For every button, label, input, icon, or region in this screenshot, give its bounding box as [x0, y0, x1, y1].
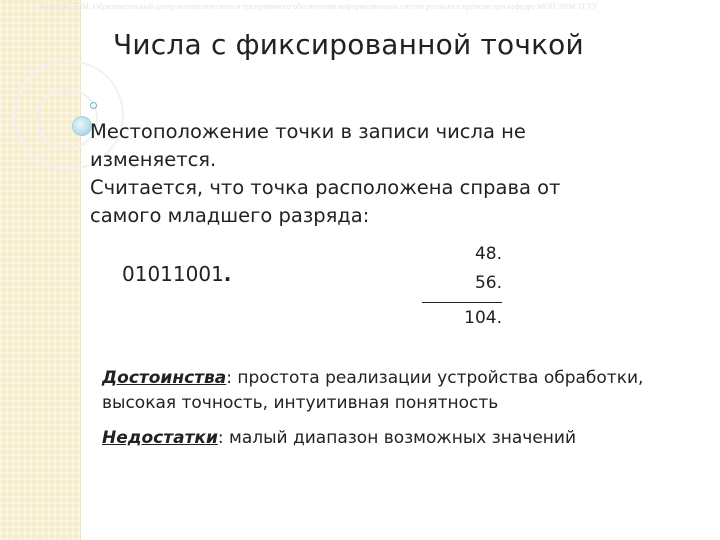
advantages-line-2: высокая точность, интуитивная понятность: [102, 393, 499, 413]
advantages-text: простота реализации устройства обработки,: [231, 368, 644, 388]
sum-result: 104.: [464, 308, 502, 328]
advantages-line: [102, 366, 720, 391]
disadvantages-text: малый диапазон возможных значений: [223, 428, 576, 448]
body-line: Считается, что точка расположена справа от: [90, 176, 561, 199]
watermark: Кафедра ЭВМ: Образовательный центр математического и программного обеспечения информационных систем реального времени при кафедре МОП ЭВМ ТГТУ: [40, 2, 598, 11]
binary-example: [122, 262, 231, 286]
addition-example: [422, 240, 502, 334]
sum-rule: [422, 302, 502, 303]
operand-1: 48.: [474, 244, 502, 264]
decor-ring-small-icon: [36, 88, 98, 150]
slide-title: Числа с фиксированной точкой: [113, 28, 584, 61]
advantages-label: Достоинства: [102, 368, 227, 388]
body-line: самого младшего разряда:: [90, 204, 370, 227]
bullet-ring-icon: [90, 102, 97, 109]
body-text: [90, 118, 560, 230]
disadvantages-label: Недостатки: [102, 428, 218, 448]
disadvantages-sep: :: [217, 428, 224, 448]
binary-point: .: [223, 262, 232, 286]
disadvantages-line: [102, 426, 720, 451]
body-line: изменяется.: [90, 148, 217, 171]
body-line: Местоположение точки в записи числа не: [90, 120, 526, 143]
operand-2: 56.: [474, 273, 502, 293]
binary-digits: 01011001: [122, 262, 224, 286]
advantages-sep: :: [226, 368, 232, 388]
merits-section: [102, 366, 720, 451]
